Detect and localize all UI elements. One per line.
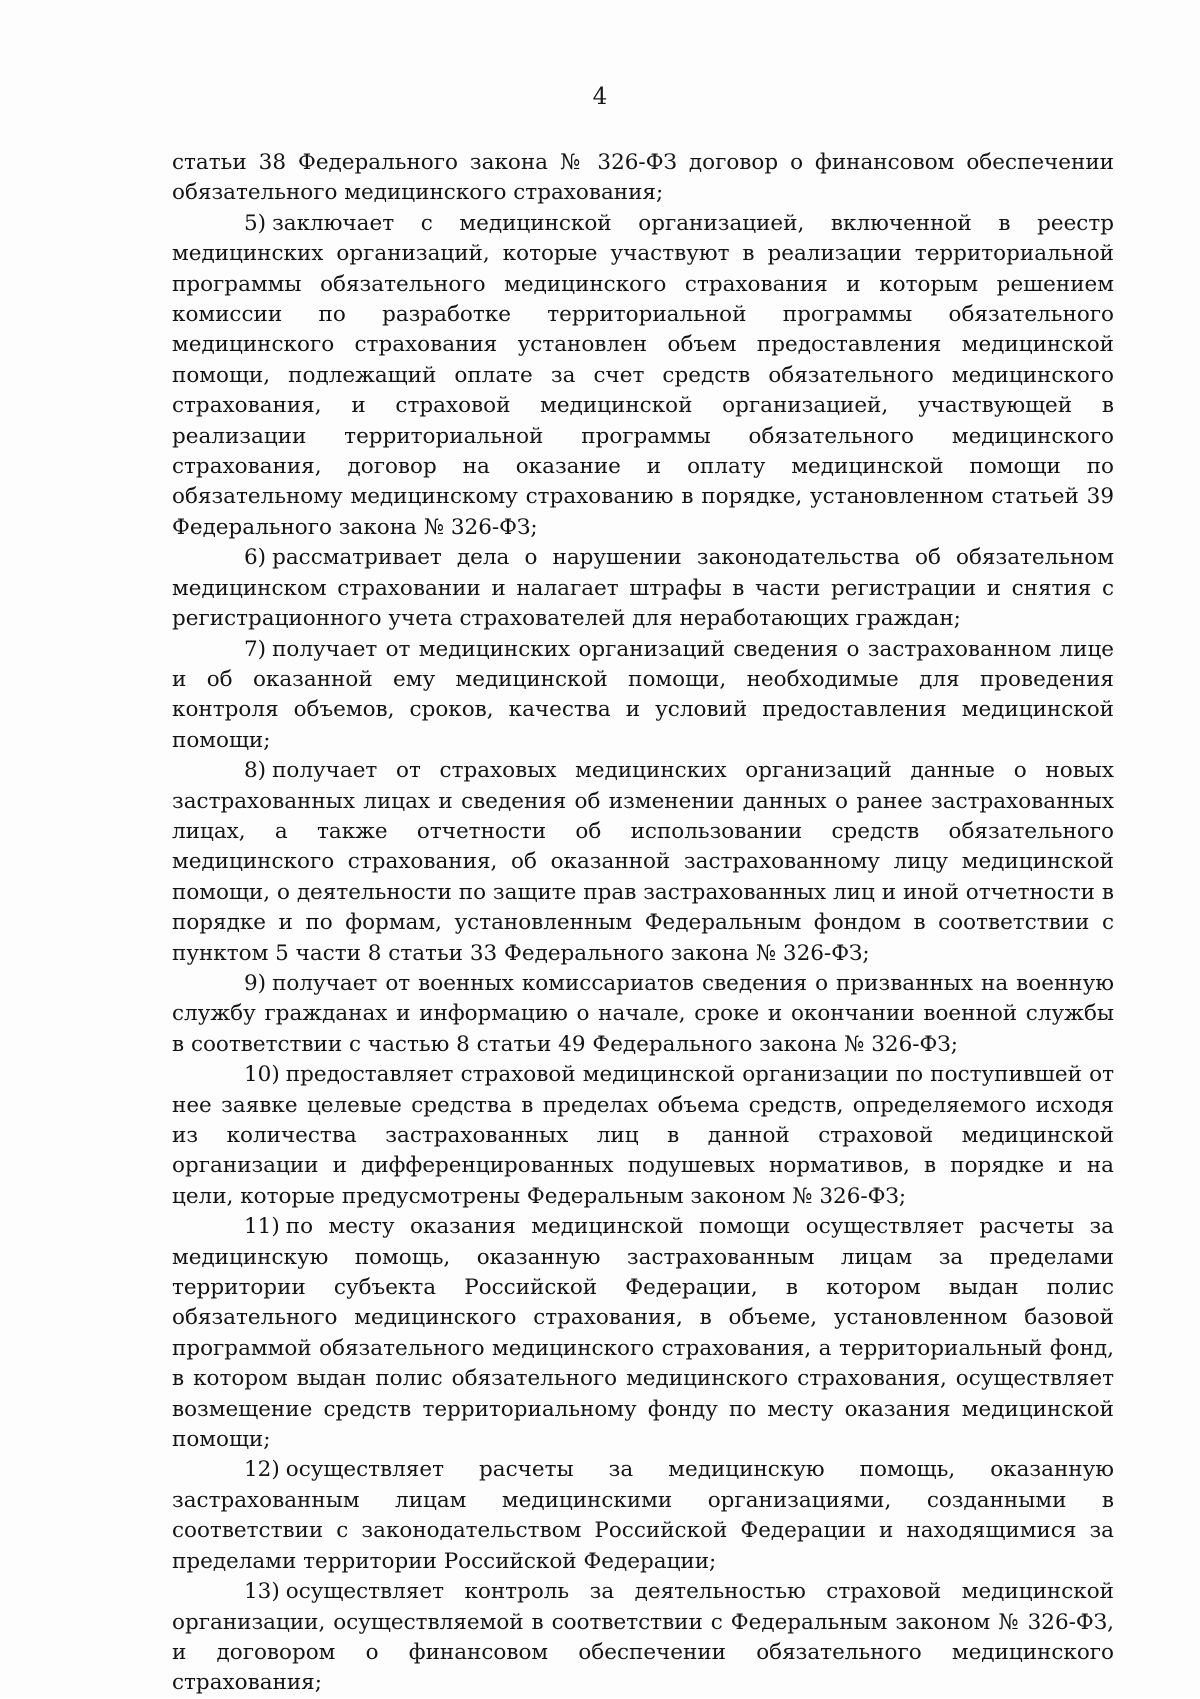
list-item-5	[172, 209, 1114, 543]
paragraph-text: статьи 38 Федерального закона № 326-ФЗ договор о финансовом обеспечении обязательного медицинского страхования;	[172, 150, 1114, 206]
paragraph-continuation	[172, 148, 1114, 209]
list-item-number: 5)	[244, 210, 267, 236]
list-item-13	[172, 1577, 1114, 1699]
list-item-number: 7)	[244, 636, 267, 662]
list-item-number: 6)	[244, 545, 267, 571]
paragraph-text: получает от страховых медицинских организаций данные о новых застрахованных лицах и сведения об изменении данных о ранее застрахованных лицах, а также отчетности об использовании средств обязательного медицинского страхования, об оказанной застрахованному лицу медицинской помощи, о деятельности по защите прав застрахованных лиц и иной отчетности в порядке и по формам, установленным Федеральным фондом в соответствии с пунктом 5 части 8 статьи 33 Федерального закона № 326-ФЗ;	[172, 758, 1114, 966]
paragraph-text: получает от медицинских организаций сведения о застрахованном лице и об оказанной ему медицинской помощи, необходимые для проведения контроля объемов, сроков, качества и условий предоставления медицинской помощи;	[172, 636, 1114, 753]
paragraph-text: получает от военных комиссариатов сведения о призванных на военную службу гражданах и информацию о начале, сроке и окончании военной службы в соответствии с частью 8 статьи 49 Федерального закона № 326-ФЗ;	[172, 970, 1114, 1057]
list-item-number: 10)	[244, 1062, 280, 1088]
paragraph-text: заключает с медицинской организацией, включенной в реестр медицинских организаций, которые участвуют в реализации территориальной программы обязательного медицинского страхования и которым решением комиссии по разработке территориальной программы обязательного медицинского страхования установлен объем предоставления медицинской помощи, подлежащий оплате за счет средств обязательного медицинского страхования, и страховой медицинской организацией, участвующей в реализации территориальной программы обязательного медицинского страхования, договор на оказание и оплату медицинской помощи по обязательному медицинскому страхованию в порядке, установленном статьей 39 Федерального закона № 326-ФЗ;	[172, 210, 1114, 540]
list-item-8	[172, 756, 1114, 969]
paragraph-text: рассматривает дела о нарушении законодательства об обязательном медицинском страховании и налагает штрафы в части регистрации и снятия с регистрационного учета страхователей для неработающих граждан;	[172, 545, 1114, 632]
paragraph-text: предоставляет страховой медицинской организации по поступившей от нее заявке целевые средства в пределах объема средств, определяемого исходя из количества застрахованных лиц в данной страховой медицинской организации и дифференцированных подушевых нормативов, в порядке и на цели, которые предусмотрены Федеральным законом № 326-ФЗ;	[172, 1062, 1114, 1209]
list-item-number: 8)	[244, 758, 267, 784]
paragraph-text: по месту оказания медицинской помощи осуществляет расчеты за медицинскую помощь, оказанную застрахованным лицам за пределами территории субъекта Российской Федерации, в котором выдан полис обязательного медицинского страхования, в объеме, установленном базовой программой обязательного медицинского страхования, а территориальный фонд, в котором выдан полис обязательного медицинского страхования, осуществляет возмещение средств территориальному фонду по месту оказания медицинской помощи;	[172, 1214, 1114, 1453]
list-item-number: 11)	[244, 1214, 280, 1240]
document-body	[172, 148, 1114, 1699]
paragraph-text: осуществляет расчеты за медицинскую помощь, оказанную застрахованным лицам медицинскими организациями, созданными в соответствии с законодательством Российской Федерации и находящимися за пределами территории Российской Федерации;	[172, 1457, 1114, 1574]
list-item-6	[172, 543, 1114, 634]
list-item-7	[172, 635, 1114, 757]
list-item-number: 12)	[244, 1457, 280, 1483]
list-item-10	[172, 1060, 1114, 1212]
list-item-12	[172, 1455, 1114, 1577]
list-item-9	[172, 969, 1114, 1060]
page-number: 4	[592, 84, 608, 110]
list-item-number: 9)	[244, 970, 267, 996]
paragraph-text: осуществляет контроль за деятельностью страховой медицинской организации, осуществляемой в соответствии с Федеральным законом № 326-ФЗ, и договором о финансовом обеспечении обязательного медицинского страхования;	[172, 1579, 1114, 1696]
list-item-11	[172, 1212, 1114, 1455]
list-item-number: 13)	[244, 1579, 280, 1605]
